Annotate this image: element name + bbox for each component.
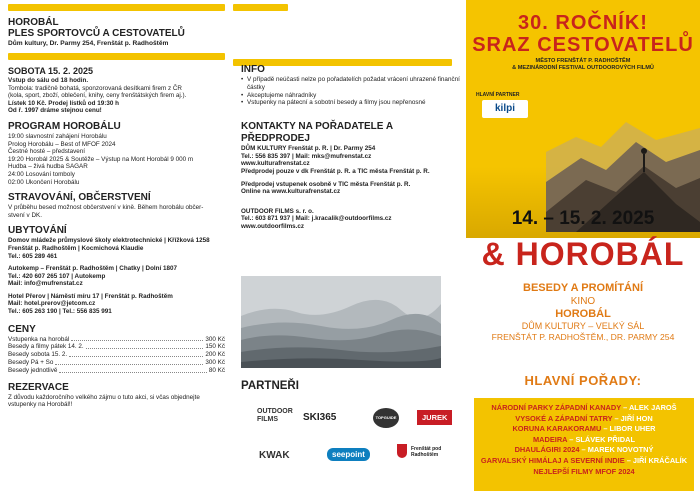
header-venue: Dům kultury, Dr. Parmy 254, Frenštát p. Radhoštěm <box>8 40 169 47</box>
venue-line2: FRENŠTÁT P. RADHOŠTĚM., DR. PARMY 254 <box>491 332 675 342</box>
price-label: Vstupenka na horobál <box>8 335 70 343</box>
contacts-line: Předprodej vstupenek osobně v TIC města Frenštát p. R. <box>241 180 411 188</box>
program-row <box>478 435 690 446</box>
program-row <box>478 445 690 456</box>
lodging-line: Mail: hotel.prerov@jetcom.cz <box>8 300 96 308</box>
food-section <box>8 192 225 219</box>
outdoor-line: OUTDOOR FILMS s. r. o. <box>241 207 314 215</box>
lodging-line: Mail: info@mufrenstat.cz <box>8 280 83 288</box>
saturday-title: SOBOTA 15. 2. 2025 <box>8 66 94 76</box>
lodging-line: Frenštát p. Radhoštěm | Kocmichová Klaudie <box>8 244 144 252</box>
price-label: Besedy a filmy pátek 14. 2. <box>8 343 84 351</box>
program-item: 24:00 Losování tomboly <box>8 170 75 178</box>
event-title: SRAZ CESTOVATELŮ <box>472 34 694 56</box>
header-title: HOROBÁL <box>8 17 59 28</box>
price-row <box>8 336 225 344</box>
kino-line: KINO <box>570 296 596 307</box>
price-value: 300 Kč <box>205 335 225 343</box>
program-title: NÁRODNÍ PARKY ZÁPADNÍ KANADY <box>491 403 622 412</box>
contacts-title: KONTAKTY NA POŘADATELE A PŘEDPRODEJ <box>241 121 393 145</box>
lodging-line: Autokemp – Frenštát p. Radhoštěm | Chatky | Dolní 1807 <box>8 265 178 273</box>
partner-logo: SKI365 <box>303 412 337 423</box>
price-value: 150 Kč <box>205 343 225 351</box>
horobal-line: HOROBÁL <box>555 308 611 320</box>
outdoor-line: Tel.: 603 871 937 | Mail: j.kracalik@outdoorfilms.cz <box>241 215 392 223</box>
food-title: STRAVOVÁNÍ, OBČERSTVENÍ <box>8 192 151 204</box>
partner-logo: KWAK <box>259 450 290 461</box>
partner-logo: seepoint <box>327 448 370 461</box>
program-author: – MAREK NOVOTNÝ <box>581 445 654 455</box>
program-title: VYSOKÉ A ZÁPADNÍ TATRY <box>515 413 613 423</box>
horobal-heading: & HOROBÁL <box>481 236 685 272</box>
program-row <box>478 456 690 467</box>
price-row <box>8 343 225 351</box>
program-title: MADEIRA <box>533 434 568 444</box>
prices-title: CENY <box>8 323 36 335</box>
hero-sub2: & MEZINÁRODNÍ FESTIVAL OUTDOOROVÝCH FILMŮ <box>512 65 654 71</box>
program-title: GARVALSKÝ HIMÁLAJ A SEVERNÍ INDIE <box>480 455 625 465</box>
hero-sub1: MĚSTO FRENŠTÁT P. RADHOŠTĚM <box>535 58 631 64</box>
lodging-line: Tel.: 420 607 265 107 | Autokemp <box>8 272 106 280</box>
kilpi-logo: kilpi <box>482 100 528 118</box>
program-item: 19:00 slavnostní zahájení Horobálu <box>8 132 107 140</box>
partners-title: PARTNEŘI <box>241 380 299 392</box>
prices-section <box>8 324 225 375</box>
program-item: Čestné hosté – představení <box>8 148 86 156</box>
right-column <box>466 0 700 495</box>
program-title: PROGRAM HOROBÁLU <box>8 120 121 132</box>
lodging-line: Domov mládeže průmyslové školy elektrotechnické | Křížková 1258 <box>8 237 210 245</box>
program-row <box>478 414 690 425</box>
price-value: 80 Kč <box>208 366 225 374</box>
partner-logo: JUREK <box>417 410 452 425</box>
frenstat-crest-icon <box>397 444 407 458</box>
reservation-section <box>8 382 225 409</box>
edition-title: 30. ROČNÍK! <box>518 12 648 34</box>
contacts-line: DŮM KULTURY Frenštát p. R. | Dr. Parmy 254 <box>241 145 376 153</box>
lodging-line: Hotel Přerov | Náměstí míru 17 | Frenštát p. Radhoštěm <box>8 292 173 300</box>
info-item: • V případě neúčasti nelze po pořadatelích požadat vrácení uhrazené finanční částky <box>241 76 460 92</box>
contacts-line: Online na www.kulturafrenstat.cz <box>241 188 341 196</box>
besedy-line: BESEDY A PROMÍTÁNÍ <box>523 282 643 294</box>
info-item: • Akceptujeme náhradníky <box>241 92 460 100</box>
header-block <box>8 17 225 49</box>
saturday-line: (kola, sport, zboží, oblečení, knihy, ceny frenštátských firem aj.). <box>8 92 187 100</box>
venue-block <box>466 282 700 343</box>
program-title: NEJLEPŠÍ FILMY MFOF 2024 <box>533 466 635 476</box>
program-author: – SLÁVEK PŘIDAL <box>569 434 635 444</box>
info-section <box>241 64 460 107</box>
hero-banner <box>466 0 700 238</box>
program-title: DHAULÁGIRI 2024 <box>514 445 580 455</box>
partner-logo: OUTDOOR FILMS <box>257 408 293 423</box>
program-row <box>478 467 690 478</box>
lodging-section <box>8 225 225 315</box>
contacts-section <box>241 121 460 230</box>
info-title: INFO <box>241 64 265 75</box>
venue-line1: DŮM KULTURY – VELKÝ SÁL <box>521 321 645 331</box>
lodging-line: Tel.: 605 263 190 | Tel.: 556 835 991 <box>8 308 112 316</box>
price-label: Besedy sobota 15. 2. <box>8 351 68 359</box>
program-section <box>8 121 225 186</box>
lodging-title: UBYTOVÁNÍ <box>8 225 67 237</box>
program-row <box>478 403 690 414</box>
event-dates: 14. – 15. 2. 2025 <box>511 208 655 229</box>
program-item: Prolog Horobálu – Best of MFOF 2024 <box>8 140 116 148</box>
partners-logos <box>241 404 461 494</box>
reservation-line: vstupenky na Horobál!! <box>8 401 73 409</box>
saturday-line: Vstup do sálu od 18 hodin. <box>8 77 89 84</box>
saturday-section <box>8 65 225 115</box>
partner-label: HLAVNÍ PARTNER <box>476 92 520 98</box>
price-label: Besedy Pá + So <box>8 359 54 367</box>
program-author: – ALEK JAROŠ <box>623 403 677 412</box>
program-title: KORUNA KARAKORAMU <box>512 424 602 434</box>
yellow-divider <box>8 53 225 60</box>
reservation-title: REZERVACE <box>8 381 69 393</box>
main-programs-title: HLAVNÍ POŘADY: <box>524 373 642 388</box>
partner-logo: TOPGUIDE <box>373 408 399 428</box>
middle-column <box>233 0 466 495</box>
saturday-line: Tombola: tradičně bohatá, sponzorovaná desítkami firem z ČR <box>8 84 182 92</box>
reservation-line: Z důvodu každoročního velkého zájmu o tuto akci, si včas objednejte <box>8 393 200 401</box>
info-item: • Vstupenky na pátecní a sobotní besedy a filmy jsou nepřenosné <box>241 99 460 107</box>
contacts-line: www.kulturafrenstat.cz <box>241 160 310 168</box>
contacts-line: Předprodej pouze v dk Frenštát p. R. a TIC města Frenštát p. R. <box>241 167 430 175</box>
price-row <box>8 367 225 375</box>
price-label: Besedy jednotlivě <box>8 366 58 374</box>
price-row <box>8 351 225 359</box>
top-yellow-bar <box>8 4 225 11</box>
saturday-line: Od ř. 1997 dráme stejnou cenu! <box>8 107 102 115</box>
left-column <box>0 0 233 495</box>
outdoor-line: www.outdoorfilms.cz <box>241 222 305 230</box>
hero-titles <box>466 12 700 72</box>
partner-logo: Frenštát pod Radhoštěm <box>411 446 442 458</box>
saturday-line: Lístek 10 Kč. Prodej lístků od 19:30 h <box>8 99 119 107</box>
food-line: stvení v DK. <box>8 211 42 219</box>
price-value: 200 Kč <box>205 351 225 359</box>
program-item: 19:20 Horobál 2025 & Soutěže – Výstup na Mont Horobál 9 000 m <box>8 155 194 163</box>
program-row <box>478 424 690 435</box>
misty-mountains-photo <box>241 276 441 368</box>
price-value: 300 Kč <box>205 359 225 367</box>
header-subtitle: PLES SPORTOVCŮ A CESTOVATELŮ <box>8 28 185 39</box>
programs-box <box>474 398 694 491</box>
program-author: – JIŘÍ HON <box>614 413 653 423</box>
program-author: – LIBOR UHER <box>603 424 656 434</box>
program-item: 02:00 Ukončení Horobálu <box>8 178 80 186</box>
program-item: Hudba – živá hudba SAGAR <box>8 163 88 171</box>
contacts-line: Tel.: 556 835 397 | Mail: mks@mufrenstat.cz <box>241 152 372 160</box>
program-author: – JIŘÍ KRÁČALÍK <box>626 455 688 465</box>
food-line: V průběhu besed možnost občerstvení v kině. Během horobálu občer- <box>8 204 204 212</box>
top-yellow-bar-small <box>233 4 288 11</box>
lodging-line: Tel.: 605 289 461 <box>8 252 58 260</box>
price-row <box>8 359 225 367</box>
